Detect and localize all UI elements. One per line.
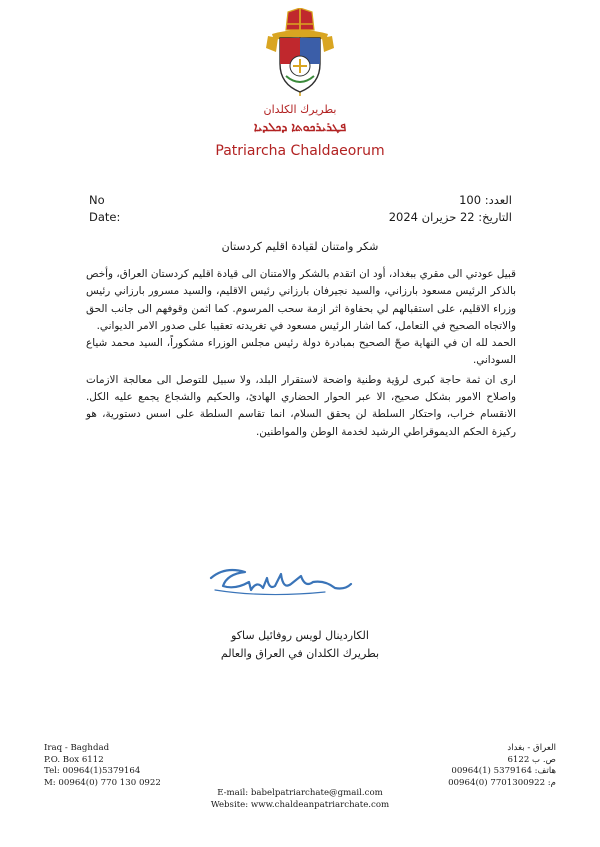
patriarchate-arabic-name: بطريرك الكلدان xyxy=(263,103,337,116)
footer-left-line-3: Tel: 00964(1)5379164 xyxy=(44,766,141,777)
footer-left-line-1: Iraq - Baghdad xyxy=(44,743,110,753)
number-value: 100 xyxy=(459,193,482,207)
date-value: 22 حزيران 2024 xyxy=(388,210,475,224)
footer-left-line-4: M: 00964(0) 770 130 0922 xyxy=(44,777,161,788)
signer-name: الكاردينال لويس روفائيل ساكو xyxy=(231,629,369,642)
letter-number xyxy=(459,193,512,207)
number-label-ar: العدد: xyxy=(484,193,512,207)
paragraph-1: قبيل عودتي الى مقري ببغداد، أود ان اتقدم بالشكر والامتنان الى قيادة اقليم كردستان العراق، وأخص بالذكر الرئيس مسعود بارزاني، والسيد نجيرفان بارزاني رئيس الاقليم، والسيد مسرور بارزاني رئيس وزراء الاقليم، على استقبالهم لي بحفاوة اثر ازمة سحب المرسوم. كما اثمن وقوفهم الى جانب الحق والاتجاه الصحيح في التعامل، كما اشار الرئيس مسعود في تغريدته تعقيبا على صدور الامر الديواني. xyxy=(86,268,516,332)
footer-english-address xyxy=(44,743,161,789)
footer-left-line-2: P.O. Box 6112 xyxy=(44,754,104,765)
footer-contact xyxy=(0,787,600,811)
footer-email[interactable]: E-mail: babelpatriarchate@gmail.com xyxy=(217,788,383,798)
footer-right-line-3: هاتف: 5379164 (1)00964 xyxy=(451,766,556,777)
patriarchate-syriac-name: ܦܛܪܝܪܟܘܬܐ ܕܟܠܕܝܐ xyxy=(253,120,347,134)
footer-arabic-address xyxy=(448,743,556,789)
paragraph-3: ارى ان ثمة حاجة كبرى لرؤية وطنية واضحة لاستقرار البلد، ولا سبيل للتوصل الى معالجة الازمات واصلاح الامور بشكل صحيح، الا عبر الحوار الحضاري الهادئ، والحكيم والشجاع يجمع عليه الكل. الانقسام خراب، واحتكار السلطة لن يحقق السلام، انما تقاسم السلطة على اسس دستورية، هو ركيزة الحكم الديموقراطي الرشيد لخدمة الوطن والمواطنين. xyxy=(86,373,516,438)
signer-title: بطريرك الكلدان في العراق والعالم xyxy=(220,647,380,660)
letter-date xyxy=(389,210,512,224)
footer-right-line-4: م: 7701300922 (0)00964 xyxy=(448,777,556,788)
handwritten-signature xyxy=(205,560,355,600)
date-label-ar: التاريخ: xyxy=(478,210,512,224)
footer-website[interactable]: Website: www.chaldeanpatriarchate.com xyxy=(210,800,390,810)
date-label: Date: xyxy=(89,210,121,224)
no-label: No xyxy=(89,193,105,207)
letter-body xyxy=(86,266,516,441)
patriarchate-latin-name: Patriarcha Chaldaeorum xyxy=(215,143,385,159)
letter-title: شكر وامتنان لقيادة اقليم كردستان xyxy=(221,240,379,253)
footer-right-line-1: العراق - بغداد xyxy=(507,743,556,753)
footer-right-line-2: ص. ب 6122 xyxy=(507,754,556,765)
patriarchate-crest xyxy=(262,8,338,100)
paragraph-2: الحمد لله ان في النهاية صحّ الصحيح بمبادرة دولة رئيس مجلس الوزراء مشكوراً، السيد محمد شياع السوداني. xyxy=(86,337,516,367)
